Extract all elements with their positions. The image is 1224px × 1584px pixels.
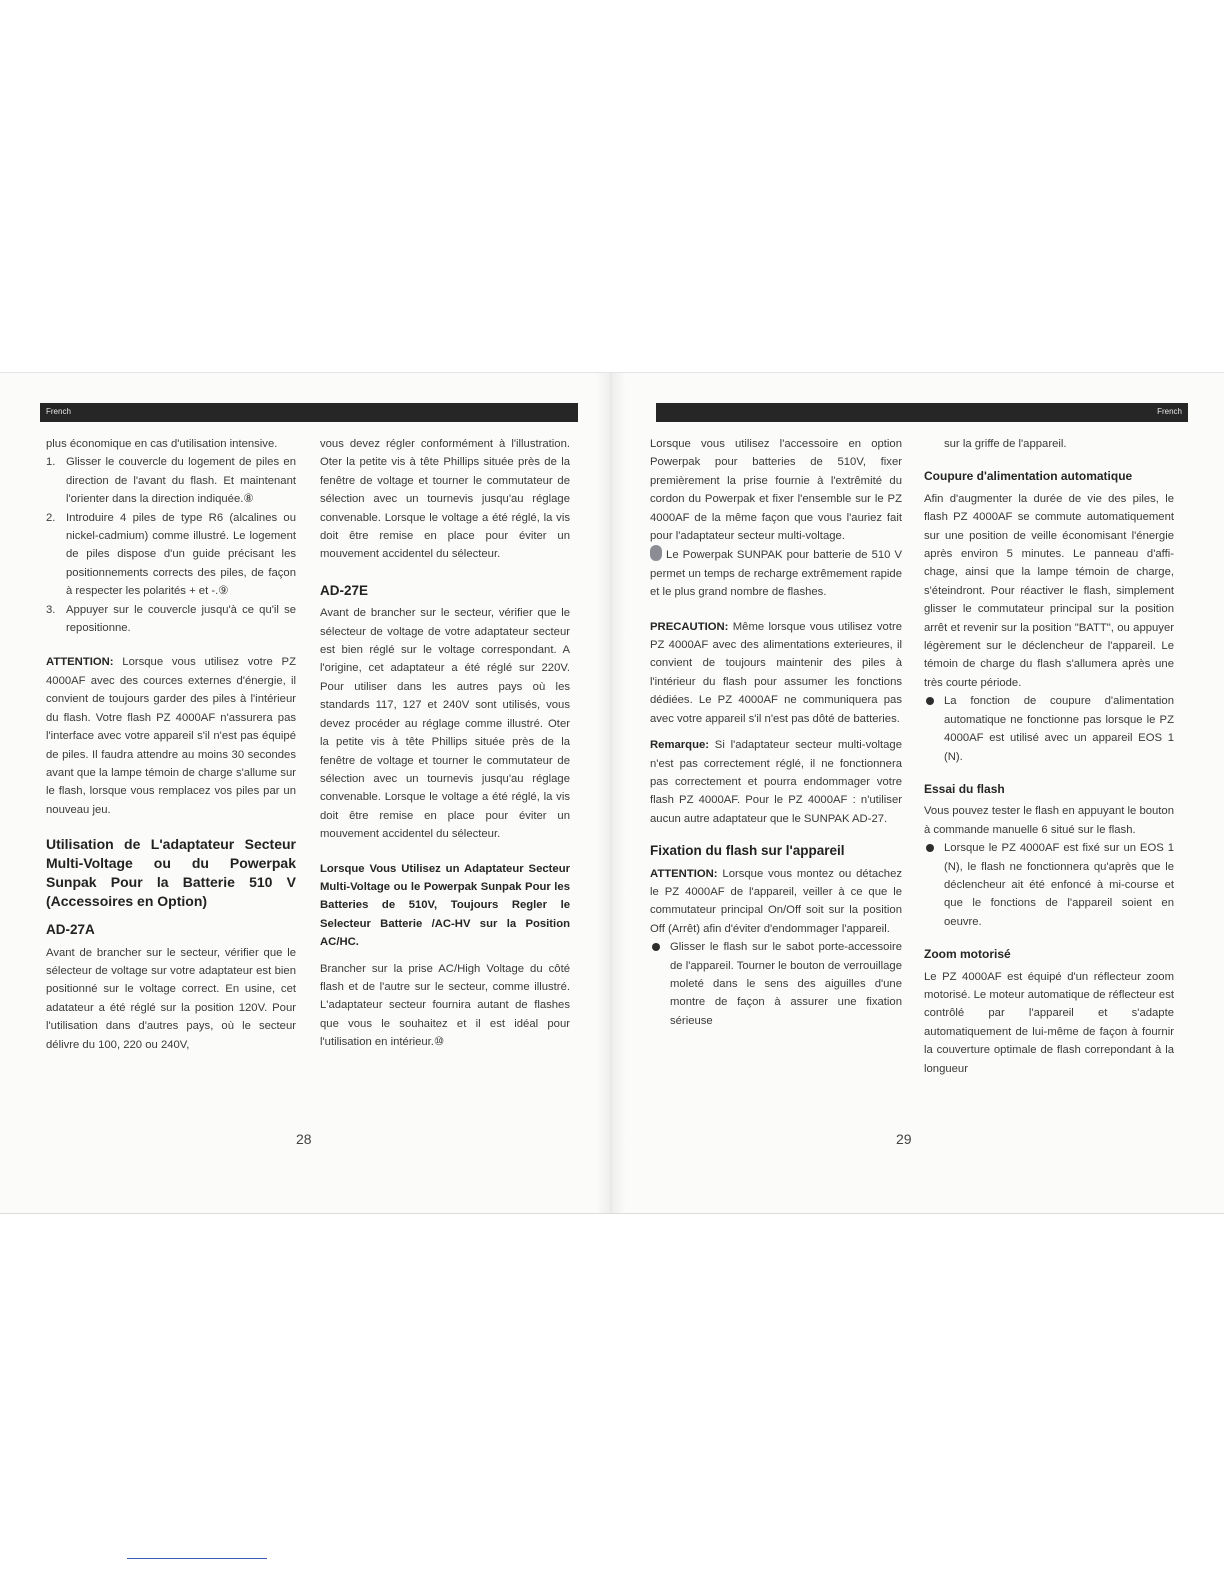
essai-bullets: [924, 839, 1174, 931]
bullet-icon: [926, 697, 934, 705]
page-number: 28: [296, 1131, 312, 1147]
fixation-title: Fixation du flash sur l'appareil: [650, 843, 845, 859]
bullet-item: La fonction de coupure d'alimentation automatique ne fonctionne pas lorsque le PZ 4000AF est utilisé avec un appareil EOS 1 (N).: [924, 692, 1174, 766]
bullet-item: Glisser le flash sur le sabot porte-accessoire de l'appareil. Tourner le bouton de verrouillage moleté dans le sens des aiguilles d'une montre de façon à assurer une fixation sérieuse: [650, 938, 902, 1030]
bullet-item: Lorsque le PZ 4000AF est fixé sur un EOS 1 (N), le flash ne fonctionnera qu'après que le déclencheur ait été enfoncé à mi-course et que le fonctions de l'appareil soient en oeuvre.: [924, 839, 1174, 931]
bullet-icon: [926, 844, 934, 852]
step-item: 2. Introduire 4 piles de type R6 (alcalines ou nickel-cadmium) comme illustré. Le logement de piles dispose d'un guide précisant les positionnements corrects des piles, de façon à respecter les polarités + et -.⑨: [46, 511, 296, 598]
column-3: [650, 435, 902, 1030]
zoom-title: Zoom motorisé: [924, 947, 1011, 962]
language-label: French: [1157, 407, 1182, 416]
coupure-title: Coupure d'alimentation automatique: [924, 469, 1133, 484]
battery-steps: [46, 453, 296, 637]
column-2: [320, 435, 570, 1052]
voltage-continued-text: vous devez régler conformément à l'illustration. Oter la petite vis à tête Phillips située près de la fenêtre de voltage et tourner le commutateur de sélection avec un tournevis jusqu'au réglage convenable. Lorsque le voltage a été réglé, la vis doit être remise en place pour éviter un mouvement accidentel du sélecteur.: [320, 438, 570, 561]
ad27e-text: Avant de brancher sur le secteur, vérifier que le sélecteur de voltage de votre adaptateur secteur est bien réglé sur le voltage correspondant. A l'origine, cet adaptateur a été réglé sur 220V. Pour utiliser dans les autres pays où les standards 117, 127 et 240V sont utilisés, vous devez procéder au réglage comme illustré. Oter la petite vis à tête Phillips située près de la fenêtre de voltage et tourner le commutateur de sélection avec un tournevis jusqu'au réglage convenable. Lorsque le voltage a été réglé, la vis doit être remise en place pour éviter un mouvement accidentel du sélecteur.: [320, 607, 570, 841]
attention-paragraph: ATTENTION: Lorsque vous utilisez votre PZ 4000AF avec des cources externes d'énergie, il convient de toujours garder des piles à l'intérieur du flash. Votre flash PZ 4000AF n'assurera pas l'interface avec votre appareil s'il n'est pas équipé de piles. Il faudra attendre au moins 30 secondes avant que la lampe témoin de charge s'allume sur le flash, lorsque vous remplacez vos piles par un nouveau jeu.: [46, 656, 296, 816]
column-1: [46, 435, 296, 1054]
page-28: [0, 373, 600, 1213]
intro-text: plus économique en cas d'utilisation intensive.: [46, 438, 278, 450]
adapter-heading: Utilisation de L'adaptateur Secteur Multi-Voltage ou du Powerpak Sunpak Pour la Batterie 510 V (Accessoires en Option): [46, 836, 296, 910]
selector-heading: Lorsque Vous Utilisez un Adaptateur Secteur Multi-Voltage ou le Powerpak Sunpak Pour les Batteries de 510V, Toujours Regler le Selecteur Batterie /AC-HV sur la Position AC/HC.: [320, 862, 570, 949]
page-29: [624, 373, 1224, 1213]
zoom-text: Le PZ 4000AF est équipé d'un réflecteur zoom motorisé. Le moteur automatique de réflecteur est contrôlé par l'appareil et s'adapte automatiquement de lui-même de façon à fournir la couverture optimale de flash correpondant à la longueur: [924, 970, 1174, 1075]
fixation-bullets: [650, 938, 902, 1030]
column-4: [924, 435, 1174, 1078]
book-spread: [0, 372, 1224, 1214]
thumb-mark-icon: [650, 545, 662, 561]
ad27e-title: AD-27E: [320, 582, 369, 598]
coupure-text: Afin d'augmenter la durée de vie des piles, le flash PZ 4000AF se commute automatiquement sur une position de veille économisant l'énergie après environ 5 minutes. Le panneau d'affi-chage, ainsi que la lampe témoin de charge, s'éteindront. Pour réactiver le flash, simplement glisser le commutateur principal sur la position arrêt et revenir sur la position "BATT", ou appuyer légèrement sur le déclencheur de l'appareil. Le témoin de charge du flash s'allumera après une très courte période.: [924, 492, 1174, 689]
header-bar-right: [656, 403, 1188, 422]
essai-title: Essai du flash: [924, 781, 1005, 796]
essai-text: Vous pouvez tester le flash en appuyant le bouton à commande manuelle 6 situé sur le flash.: [924, 805, 1174, 836]
bottom-rule: [127, 1558, 267, 1559]
header-bar-left: [40, 403, 578, 422]
page-number: 29: [896, 1131, 912, 1147]
griffe-continued-text: sur la griffe de l'appareil.: [944, 438, 1067, 450]
ad27a-title: AD-27A: [46, 922, 95, 938]
remarque-paragraph: Remarque: Si l'adaptateur secteur multi-voltage n'est pas correctement réglé, il ne fonctionnera pas correctement et pourra endommager votre flash PZ 4000AF. Pour le PZ 4000AF : n'utiliser aucun autre adaptateur que le SUNPAK AD-27.: [650, 739, 902, 825]
book-gutter: [596, 373, 626, 1213]
powerpak-text: Lorsque vous utilisez l'accessoire en option Powerpak pour batteries de 510V, fixer premièrement la prise fournie à l'extrêmité du cordon du Powerpak et fixer l'ensemble sur le PZ 4000AF de la même façon que vous l'auriez fait pour l'adaptateur secteur multi-voltage.: [650, 438, 902, 543]
coupure-bullets: [924, 692, 1174, 766]
step-item: 1. Glisser le couvercle du logement de piles en direction de l'avant du flash. Et maintenant l'orienter dans la direction indiquée.⑧: [46, 456, 296, 506]
brancher-text: Brancher sur la prise AC/High Voltage du côté flash et de l'autre sur le secteur, comme illustré. L'adaptateur secteur fournira autant de flashes que vous le souhaitez et il est idéal pour l'utilisation en intérieur.⑩: [320, 962, 570, 1049]
language-label: French: [46, 407, 71, 416]
step-item: 3. Appuyer sur le couvercle jusqu'à ce qu'il se repositionne.: [46, 603, 296, 635]
bullet-icon: [652, 943, 660, 951]
fixation-attention-paragraph: ATTENTION: Lorsque vous montez ou détachez le PZ 4000AF de l'appareil, veiller à ce que le commutateur principal On/Off soit sur la position Off (Arrêt) afin d'éviter d'endommager l'appareil.: [650, 867, 902, 935]
powerpak-recharge-text: Le Powerpak SUNPAK pour batterie de 510 V permet un temps de recharge extrêmement rapide et le plus grand nombre de flashes.: [650, 545, 902, 601]
ad27a-text: Avant de brancher sur le secteur, vérifier que le sélecteur de voltage sur votre adaptateur est bien positionné sur le voltage correct. En usine, cet adatateur a été réglé sur la position 120V. Pour l'utilisation dans d'autres pays, où le secteur délivre du 100, 220 ou 240V,: [46, 946, 296, 1051]
precaution-paragraph: PRECAUTION: Même lorsque vous utilisez votre PZ 4000AF avec des alimentations exterieures, il convient de toujours maintenir des piles à l'intérieur du flash pour assumer les fonctions dédiées. Le PZ 4000AF ne communiquera pas avec votre appareil s'il n'est pas dôté de batteries.: [650, 620, 902, 725]
